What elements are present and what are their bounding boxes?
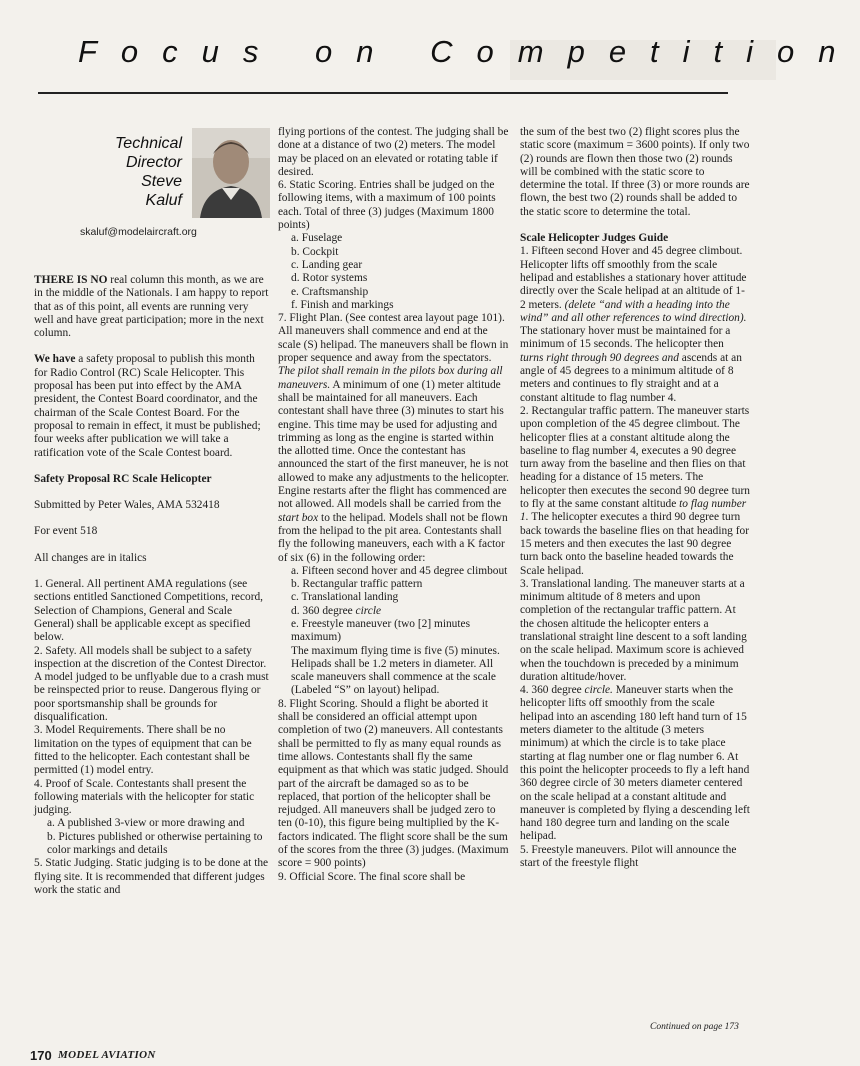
italic-run: (delete “and with a heading into the wind” and all other references to wind direction).	[520, 298, 747, 324]
column-1	[34, 274, 270, 897]
text-run: Maneuver starts when the helicopter lifts off smoothly from the scale helipad into an ascending 180 left hand turn of 15 meters diameter to the altitude (3 meters minimum) at which the circle is to take place starting at flag number one or flag number 6. At this point the helicopter proceeds to fly a left hand 360 degree circle of 30 meters diameter centered on the scale helipad at a constant altitude and maneuver is completed by flying a descending left hand 180 degree turn and landing on the scale helipad.	[520, 684, 750, 843]
rule-item: 3. Model Requirements. There shall be no limitation on the types of equipment that can be fitted to the helicopter. Each contestant shall be permitted (1) model entry.	[34, 724, 252, 777]
italic-run: circle	[355, 604, 382, 617]
rule-subitem: d. Rotor systems	[291, 272, 368, 285]
changes-note: All changes are in italics	[34, 551, 147, 564]
text-run: 7. Flight Plan. (See contest area layout page 101). All maneuvers shall commence and end at the scale (S) helipad. The maneuvers shall be flown in proper sequence and away from the spectators.	[278, 312, 509, 365]
paragraph: the sum of the best two (2) flight scores plus the static score (maximum = 3600 points). If only two (2) rounds are flown then those two (2) rounds will be combined with the static score to determine the total. If three (3) or more rounds are flown, the best two (2) rounds shall be added to the static score to determine the total.	[520, 126, 750, 218]
magazine-name: MODEL AVIATION	[58, 1049, 156, 1061]
rule-item: 8. Flight Scoring. Should a flight be aborted it shall be considered an official attempt upon completion of two (2) maneuvers. All contestants shall be permitted to fly as many equal rounds as time allows. Contestants shall fly the same equipment as that which was static judged. Should part of the aircraft be damaged so as to be replaced, that portion of the helicopter shall be rejudged. All maneuvers shall be judged zero to ten (0-10), this figure being multiplied by the K-factors indicated. The flight score shall be the sum of the scores from the three (3) judges. (Maximum score = 900 points)	[278, 697, 509, 870]
guide-item	[520, 405, 750, 578]
rule-subitem: e. Craftsmanship	[291, 285, 369, 298]
author-title-line: Kaluf	[145, 192, 182, 209]
guide-item	[520, 245, 750, 405]
submitted-by: Submitted by Peter Wales, AMA 532418	[34, 499, 220, 512]
maneuver-item: a. Fifteen second hover and 45 degree climbout	[291, 564, 508, 577]
text-run: A minimum of one (1) meter altitude shall be maintained for all maneuvers. Each contestant shall have three (3) minutes to start his engine. This time may be used for adjusting and trimming as long as the engine is started within the allotted time. Once the contestant has announced the start of the first maneuver, he is not allowed to make any adjustments to the helicopter. Engine restarts after the flight has commenced are not allowed. All models shall be carried from the	[278, 378, 509, 511]
guide-item: 3. Translational landing. The maneuver starts at a minimum altitude of 8 meters and upon completion of the rectangular traffic pattern. At the chosen altitude the helicopter enters a translational straight line descent to a soft landing on the scale helipad. Maximum score is achieved when the touchdown is preceded by a minimum duration altitude/hover.	[520, 577, 747, 683]
subheading: Safety Proposal RC Scale Helicopter	[34, 472, 212, 485]
author-title	[115, 134, 182, 210]
rule-item: 6. Static Scoring. Entries shall be judged on the following items, with a maximum of 100 points each. Total of three (3) judges (Maximum 1800 points)	[278, 179, 496, 232]
rule-item	[278, 312, 510, 565]
text-run: 4. 360 degree	[520, 684, 585, 697]
rule-item: 4. Proof of Scale. Contestants shall present the following materials with the helicopter for static judging.	[34, 777, 255, 817]
text-run: The stationary hover must be maintained for a minimum of 15 seconds. The helicopter then	[520, 325, 731, 351]
author-photo	[192, 128, 270, 218]
italic-run: start box	[278, 511, 319, 524]
lead-in: We have	[34, 353, 76, 366]
italic-run: turns right through 90 degrees and	[520, 351, 679, 364]
text-run: 1. Fifteen second Hover and 45 degree climbout. Helicopter lifts off smoothly from the scale helipad and establishes a stationary hover attitude directly over the Scale helipad at an altitude of 1-2 meters.	[520, 245, 747, 311]
text-run: to the helipad. Models shall not be flown from the helipad to the pit area. Contestants shall fly the following maneuvers, each with a K factor of six (6) in the following order:	[278, 511, 508, 564]
rule-item: 1. General. All pertinent AMA regulations (see sections entitled Sanctioned Competitions, record, Selection of Champions, General and Scale General) shall be applicable except as specified below.	[34, 578, 264, 644]
author-photo-image	[192, 128, 270, 218]
paragraph: flying portions of the contest. The judging shall be done at a distance of two (2) meters. The model may be placed on an elevated or rotating table if desired.	[278, 126, 509, 178]
lead-in: THERE IS NO	[34, 274, 108, 286]
text-run: The helicopter executes a third 90 degree turn back towards the baseline flies on that heading for 15 meters and then executes the last 90 degree turn back onto the baseline headed towards the Scale helipad.	[520, 511, 750, 577]
text-run: 2. Rectangular traffic pattern. The maneuver starts upon completion of the 45 degree climbout. The helicopter flies at a constant altitude along the baseline to flag number 4, executes a 90 degree turn away from the baseline and then flies on that heading for a distance of 15 meters. The helicopter then executes the second 90 degree turn to fly at the same constant altitude	[520, 404, 750, 511]
rule-subitem: c. Landing gear	[291, 258, 363, 271]
italic-run: circle.	[584, 684, 613, 697]
page-number: 170	[30, 1048, 52, 1063]
header-rule	[38, 92, 728, 94]
rule-item: 2. Safety. All models shall be subject to a safety inspection at the discretion of the Contest Director. A model judged to be unflyable due to a crash must be reinspected prior to reuse. Dangerous flying or poor sportsmanship shall be grounds for disqualification.	[34, 644, 269, 724]
paragraph-text: real column this month, as we are in the middle of the Nationals. I am happy to report that as of this point, all events are running very well and have great participation; more in the next column.	[34, 274, 269, 340]
rule-item: 9. Official Score. The final score shall be	[278, 870, 466, 883]
rule-subitem: a. A published 3-view or more drawing and	[47, 817, 245, 830]
column-3	[520, 126, 750, 870]
rule-item: 5. Static Judging. Static judging is to be done at the flying site. It is recommended that different judges work the static and	[34, 857, 269, 896]
paragraph	[34, 274, 270, 340]
author-title-line: Steve	[141, 173, 182, 190]
maneuver-item: e. Freestyle maneuver (two [2] minutes maximum)	[291, 617, 471, 644]
text-run: ascends at an angle of 45 degrees to a minimum altitude of 8 meters and continues to fly straight and at a constant altitude to flag number 4.	[520, 351, 742, 404]
rule-subitem: a. Fuselage	[291, 232, 343, 245]
author-email[interactable]: skaluf@modelaircraft.org	[80, 226, 197, 238]
paragraph	[34, 353, 270, 459]
author-bio	[34, 128, 270, 248]
paragraph-text: a safety proposal to publish this month for Radio Control (RC) Scale Helicopter. This proposal has been put into effect by the AMA president, the Contest Board coordinator, and the chairman of the Scale Contest Board. For the proposal to remain in effect, it must be published; four weeks after publication we will take a ratification vote of the Scale Contest board.	[34, 353, 261, 459]
column-2	[278, 126, 510, 884]
guide-item	[520, 684, 750, 844]
maneuver-item	[278, 605, 510, 618]
event-number: For event 518	[34, 525, 98, 538]
section-title: Focus on Competition	[78, 34, 860, 69]
rule-subitem: b. Cockpit	[291, 245, 339, 258]
continued-note: Continued on page 173	[650, 1022, 739, 1032]
italic-run: to flag number 1.	[520, 498, 747, 524]
author-title-line: Director	[125, 154, 182, 171]
author-title-line: Technical	[114, 135, 182, 152]
guide-item: 5. Freestyle maneuvers. Pilot will announce the start of the freestyle flight	[520, 843, 737, 870]
text-run: d. 360 degree	[291, 604, 356, 617]
page-header	[0, 0, 860, 96]
paragraph: The maximum flying time is five (5) minutes. Helipads shall be 1.2 meters in diameter. All scale maneuvers shall commence at the scale (Labeled “S” on layout) helipad.	[291, 644, 500, 697]
rule-subitem: b. Pictures published or otherwise pertaining to color markings and details	[47, 830, 263, 856]
italic-run: The pilot shall remain in the pilots box during all maneuvers.	[278, 365, 503, 391]
subheading: Scale Helicopter Judges Guide	[520, 232, 669, 245]
maneuver-item: c. Translational landing	[291, 591, 399, 604]
rule-subitem: f. Finish and markings	[291, 298, 394, 311]
maneuver-item: b. Rectangular traffic pattern	[291, 578, 423, 591]
